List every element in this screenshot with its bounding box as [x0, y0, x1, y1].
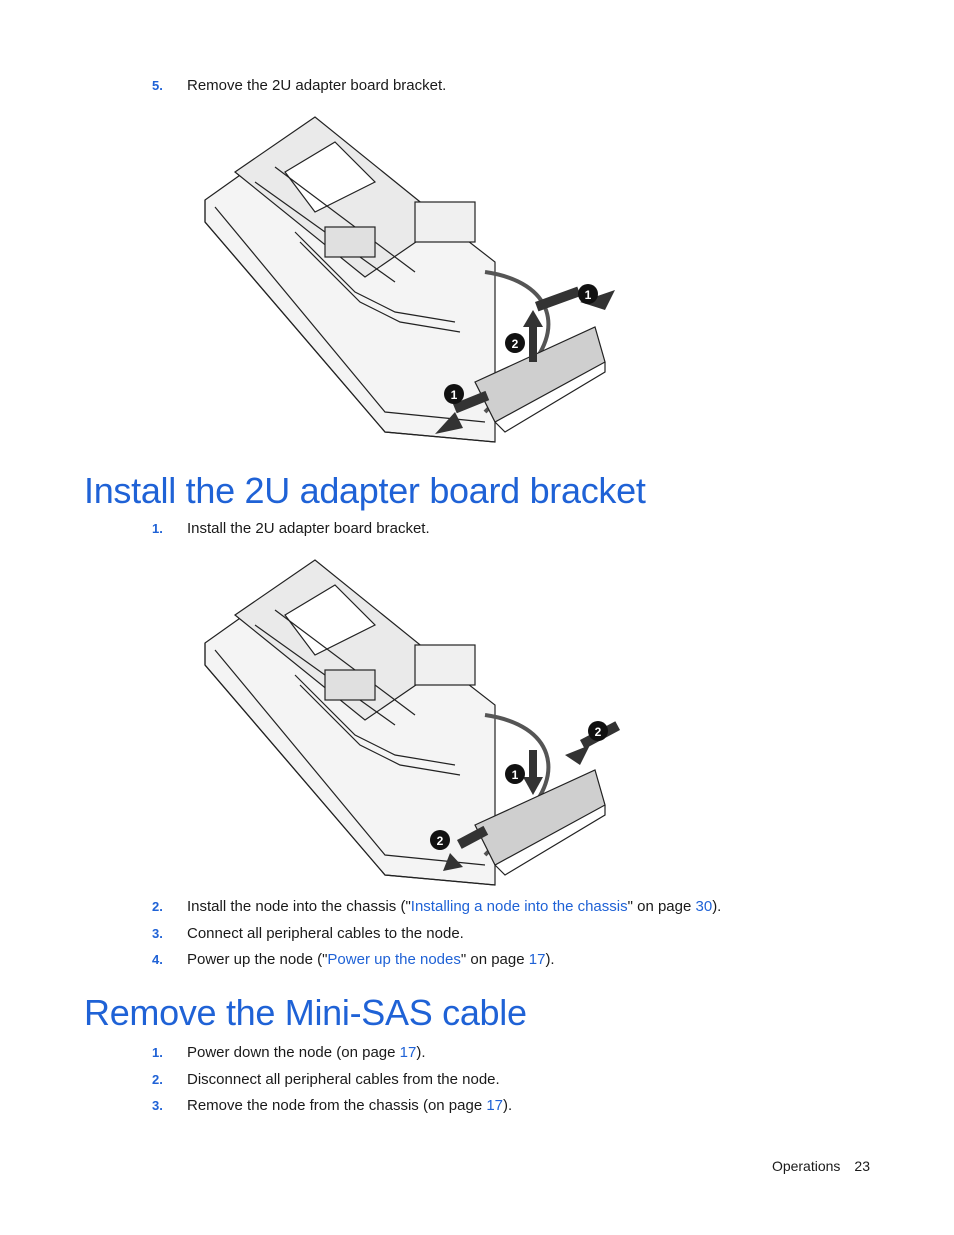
step-number: 1. — [152, 1045, 163, 1060]
step-text-part: " on page — [627, 898, 696, 915]
step-item — [152, 950, 555, 970]
step-text-part: Remove the node from the chassis (on page — [187, 1097, 487, 1114]
footer-section: Operations — [771, 1158, 841, 1174]
page-footer — [772, 1158, 870, 1174]
callout-label: 1 — [450, 388, 458, 402]
step-text: Connect all peripheral cables to the node. — [187, 925, 464, 942]
step-text-part: ). — [416, 1044, 426, 1061]
callout-label: 2 — [436, 834, 444, 848]
install-bracket-illustration — [195, 555, 635, 890]
step-text-part: ). — [545, 951, 555, 968]
step-item — [152, 1070, 500, 1090]
step-text — [187, 898, 721, 915]
step-number: 2. — [152, 1072, 163, 1087]
step-number: 5. — [152, 78, 163, 93]
step-item — [152, 1096, 512, 1116]
step-number: 1. — [152, 521, 163, 536]
installing-node-link[interactable]: Installing a node into the chassis — [410, 898, 628, 915]
callout-label: 2 — [511, 337, 519, 351]
page-30-link[interactable]: 30 — [695, 898, 713, 915]
remove-bracket-illustration — [195, 112, 635, 447]
step-text-part: " on page — [460, 951, 529, 968]
step-text-part: ). — [712, 898, 722, 915]
step-item — [152, 519, 430, 539]
step-text — [187, 1044, 426, 1061]
step-text-part: Power up the node (" — [187, 951, 328, 968]
section-heading: Remove the Mini-SAS cable — [84, 992, 527, 1033]
step-number: 2. — [152, 899, 163, 914]
step-text — [187, 951, 555, 968]
step-text: Disconnect all peripheral cables from the node. — [187, 1071, 500, 1088]
section-heading: Install the 2U adapter board bracket — [84, 470, 646, 511]
callout-label: 2 — [594, 725, 602, 739]
step-text-part: ). — [503, 1097, 513, 1114]
page-number: 23 — [854, 1158, 870, 1174]
page-17-link[interactable]: 17 — [486, 1097, 504, 1114]
page-17-link[interactable]: 17 — [399, 1044, 417, 1061]
step-text-part: Power down the node (on page — [187, 1044, 400, 1061]
step-number: 3. — [152, 1098, 163, 1113]
step-text: Install the 2U adapter board bracket. — [187, 520, 430, 537]
step-text-part: Install the node into the chassis (" — [187, 898, 411, 915]
step-item — [152, 897, 721, 917]
step-text — [187, 1097, 512, 1114]
step-item — [152, 924, 464, 944]
callout-label: 1 — [584, 288, 592, 302]
page-17-link[interactable]: 17 — [528, 951, 546, 968]
step-number: 3. — [152, 926, 163, 941]
step-item — [152, 76, 446, 96]
step-number: 4. — [152, 952, 163, 967]
callout-label: 1 — [511, 768, 519, 782]
power-up-nodes-link[interactable]: Power up the nodes — [327, 951, 461, 968]
step-item — [152, 1043, 426, 1063]
step-text: Remove the 2U adapter board bracket. — [187, 77, 447, 94]
